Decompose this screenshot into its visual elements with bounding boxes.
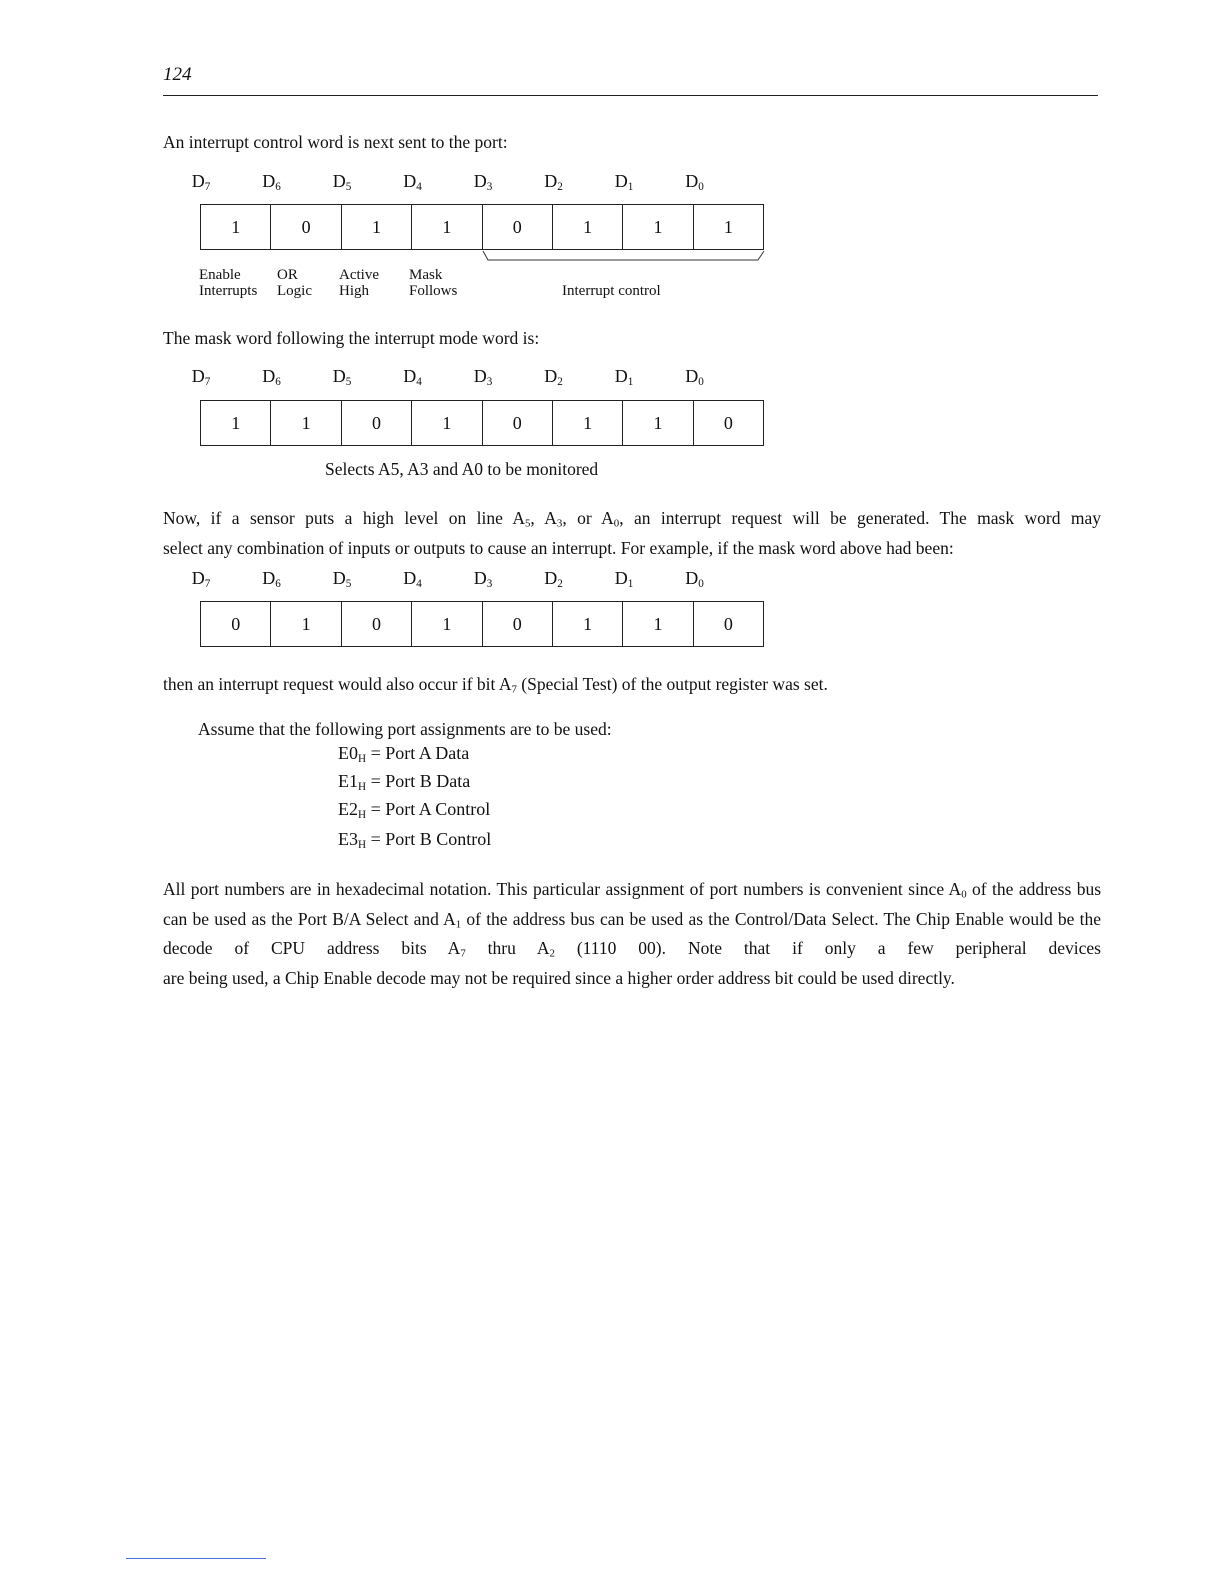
bit-label: $D_7$: [191, 366, 211, 388]
control-word-register: [200, 204, 764, 250]
bit-label: $D_5$: [332, 568, 352, 590]
bit-cell: 1: [271, 602, 341, 646]
bit-label: $D_7$: [191, 568, 211, 590]
bit-cell: 1: [412, 401, 482, 445]
paragraph-port-numbers: All port numbers are in hexadecimal notation. This particular assignment of port numbers is convenient since $A_0$ of the address bus can be used as the Port B/A Select and $A_1$ of the address bus can be used as the Control/Data Select. The Chip Enable would be the decode of CPU address bits $A_7$ thru $A_2$ (1110 00). Note that if only a few peripheral devices are being used, a Chip Enable decode may not be required since a higher order address bit could be used directly.: [163, 879, 1102, 989]
mask-bit-labels: [191, 366, 764, 390]
bit-cell: 1: [201, 401, 271, 445]
bit-label: $D_6$: [262, 171, 281, 193]
bit-label: $D_4$: [403, 171, 422, 193]
bit-cell: 1: [623, 205, 693, 249]
mask-caption: Selects A5, A3 and A0 to be monitored: [325, 459, 599, 479]
example-bit-labels: [191, 568, 764, 592]
bit-cell: 1: [553, 205, 623, 249]
bit-cell: 0: [723, 412, 733, 433]
bit-label: $D_0$: [685, 568, 704, 590]
bit-label: $D_3$: [473, 568, 493, 590]
enable-interrupts-label: Enable Interrupts: [199, 267, 258, 299]
bit-label: $D_2$: [544, 568, 563, 590]
control-bit-labels: [191, 171, 764, 195]
example-word-register: [200, 601, 764, 647]
bit-cell: 1: [553, 602, 623, 646]
header-rule: [163, 95, 1098, 96]
footer-rule: [126, 1558, 266, 1559]
mask-follows-label: Mask Follows: [409, 267, 458, 299]
bit-cell: 0: [723, 613, 733, 634]
bit-cell: 1: [623, 401, 693, 445]
bit-cell: 1: [723, 216, 733, 237]
bit-cell: 1: [201, 205, 271, 249]
bit-label: $D_1$: [614, 366, 634, 388]
port-assignment: $E3_H$ = Port B Control: [338, 829, 492, 851]
bit-cell: 1: [412, 602, 482, 646]
port-assignment: $E1_H$ = Port B Data: [338, 771, 471, 793]
interrupt-control-brace: [480, 249, 770, 265]
active-high-label: Active High: [339, 267, 379, 299]
port-assignment: $E2_H$ = Port A Control: [338, 799, 491, 821]
mask-word-register: [200, 400, 764, 446]
bit-cell: 0: [201, 602, 271, 646]
bit-label: $D_2$: [544, 366, 563, 388]
bit-label: $D_0$: [685, 366, 704, 388]
bit-label: $D_3$: [473, 366, 493, 388]
bit-label: $D_2$: [544, 171, 563, 193]
bit-cell: 1: [553, 401, 623, 445]
bit-label: $D_4$: [403, 568, 422, 590]
bit-cell: 0: [483, 602, 553, 646]
bit-label: $D_3$: [473, 171, 493, 193]
bit-cell: 1: [342, 205, 412, 249]
bit-cell: 1: [623, 602, 693, 646]
bit-cell: 0: [342, 401, 412, 445]
bit-cell: 0: [483, 205, 553, 249]
page-number: 124: [163, 64, 192, 85]
bit-cell: 1: [412, 205, 482, 249]
bit-label: $D_5$: [332, 366, 352, 388]
paragraph-sensor: Now, if a sensor puts a high level on line $A_5$, $A_3$, or $A_0$, an interrupt request will be generated. The mask word may select any combination of inputs or outputs to cause an interrupt. For example, if the mask word above had been:: [163, 508, 1102, 558]
bit-cell: 0: [342, 602, 412, 646]
bit-label: $D_5$: [332, 171, 352, 193]
bit-label: $D_4$: [403, 366, 422, 388]
assume-text: Assume that the following port assignments are to be used:: [198, 719, 612, 739]
bit-label: $D_7$: [191, 171, 211, 193]
bit-label: $D_6$: [262, 366, 281, 388]
interrupt-control-label: Interrupt control: [562, 283, 661, 299]
intro-control-text: An interrupt control word is next sent to the port:: [163, 132, 508, 152]
paragraph-special-test: then an interrupt request would also occur if bit $A_7$ (Special Test) of the output register was set.: [163, 674, 828, 696]
bit-label: $D_1$: [614, 568, 634, 590]
bit-cell: 0: [271, 205, 341, 249]
intro-mask-text: The mask word following the interrupt mode word is:: [163, 328, 540, 348]
bit-cell: 0: [483, 401, 553, 445]
bit-label: $D_6$: [262, 568, 281, 590]
or-logic-label: OR Logic: [277, 267, 312, 299]
bit-label: $D_1$: [614, 171, 634, 193]
bit-label: $D_0$: [685, 171, 704, 193]
port-assignment: $E0_H$ = Port A Data: [338, 743, 470, 765]
bit-cell: 1: [271, 401, 341, 445]
